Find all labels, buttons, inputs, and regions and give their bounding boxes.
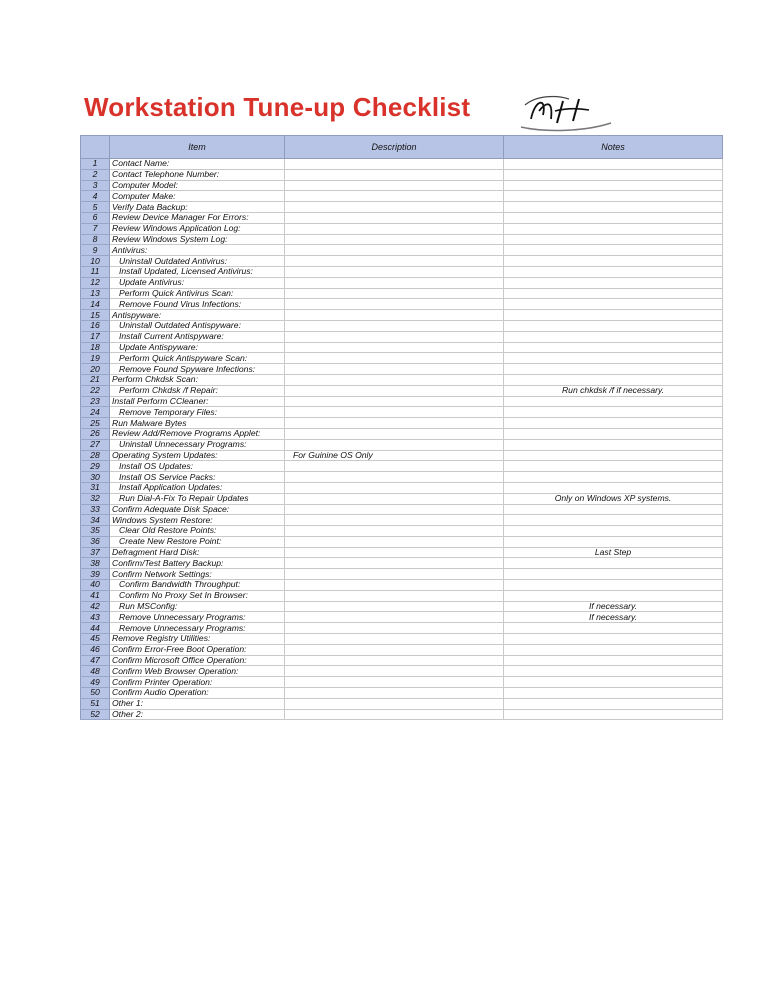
row-notes bbox=[504, 288, 723, 299]
row-number: 46 bbox=[81, 644, 110, 655]
row-notes: Run chkdsk /f if necessary. bbox=[504, 385, 723, 396]
row-description bbox=[285, 601, 504, 612]
row-description: For Guinine OS Only bbox=[285, 450, 504, 461]
row-number: 39 bbox=[81, 569, 110, 580]
row-description bbox=[285, 342, 504, 353]
row-description bbox=[285, 396, 504, 407]
row-notes bbox=[504, 580, 723, 591]
row-description bbox=[285, 299, 504, 310]
row-number: 48 bbox=[81, 666, 110, 677]
row-notes bbox=[504, 396, 723, 407]
row-description bbox=[285, 612, 504, 623]
row-number: 20 bbox=[81, 364, 110, 375]
row-notes bbox=[504, 450, 723, 461]
table-row bbox=[81, 331, 723, 342]
table-row bbox=[81, 288, 723, 299]
row-number: 11 bbox=[81, 266, 110, 277]
row-notes bbox=[504, 677, 723, 688]
row-notes bbox=[504, 169, 723, 180]
row-item: Run MSConfig: bbox=[110, 601, 285, 612]
row-notes bbox=[504, 482, 723, 493]
row-item: Remove Temporary Files: bbox=[110, 407, 285, 418]
row-number: 31 bbox=[81, 482, 110, 493]
row-item: Confirm Audio Operation: bbox=[110, 688, 285, 699]
row-notes bbox=[504, 266, 723, 277]
row-description bbox=[285, 407, 504, 418]
row-item: Remove Found Virus Infections: bbox=[110, 299, 285, 310]
row-number: 47 bbox=[81, 655, 110, 666]
row-number: 41 bbox=[81, 590, 110, 601]
row-description bbox=[285, 526, 504, 537]
row-item: Run Malware Bytes bbox=[110, 418, 285, 429]
table-row bbox=[81, 558, 723, 569]
table-row bbox=[81, 266, 723, 277]
row-number: 24 bbox=[81, 407, 110, 418]
row-item: Computer Make: bbox=[110, 191, 285, 202]
row-notes bbox=[504, 331, 723, 342]
row-item: Remove Unnecessary Programs: bbox=[110, 612, 285, 623]
table-row bbox=[81, 580, 723, 591]
row-item: Uninstall Outdated Antispyware: bbox=[110, 320, 285, 331]
row-description bbox=[285, 245, 504, 256]
row-notes bbox=[504, 310, 723, 321]
column-header-item: Item bbox=[110, 136, 285, 159]
table-row bbox=[81, 536, 723, 547]
row-number: 22 bbox=[81, 385, 110, 396]
table-row bbox=[81, 191, 723, 202]
row-item: Confirm Microsoft Office Operation: bbox=[110, 655, 285, 666]
row-notes bbox=[504, 418, 723, 429]
row-notes: If necessary. bbox=[504, 612, 723, 623]
row-description bbox=[285, 385, 504, 396]
row-notes bbox=[504, 364, 723, 375]
column-header-description: Description bbox=[285, 136, 504, 159]
row-notes bbox=[504, 191, 723, 202]
row-description bbox=[285, 709, 504, 720]
row-number: 38 bbox=[81, 558, 110, 569]
row-notes bbox=[504, 342, 723, 353]
table-row bbox=[81, 180, 723, 191]
table-row bbox=[81, 677, 723, 688]
row-item: Review Device Manager For Errors: bbox=[110, 212, 285, 223]
row-description bbox=[285, 234, 504, 245]
row-number: 30 bbox=[81, 472, 110, 483]
row-item: Perform Quick Antivirus Scan: bbox=[110, 288, 285, 299]
document-title: Workstation Tune-up Checklist bbox=[84, 92, 471, 122]
row-notes bbox=[504, 536, 723, 547]
row-number: 32 bbox=[81, 493, 110, 504]
row-notes bbox=[504, 234, 723, 245]
row-notes bbox=[504, 320, 723, 331]
row-notes bbox=[504, 526, 723, 537]
row-notes bbox=[504, 634, 723, 645]
table-row bbox=[81, 623, 723, 634]
table-row bbox=[81, 353, 723, 364]
row-description bbox=[285, 159, 504, 170]
row-item: Install Application Updates: bbox=[110, 482, 285, 493]
table-row bbox=[81, 644, 723, 655]
row-item: Perform Chkdsk Scan: bbox=[110, 374, 285, 385]
row-number: 26 bbox=[81, 428, 110, 439]
row-notes bbox=[504, 277, 723, 288]
row-description bbox=[285, 202, 504, 213]
row-notes bbox=[504, 655, 723, 666]
row-number: 5 bbox=[81, 202, 110, 213]
row-number: 35 bbox=[81, 526, 110, 537]
row-notes bbox=[504, 428, 723, 439]
table-row bbox=[81, 493, 723, 504]
row-item: Install Perform CCleaner: bbox=[110, 396, 285, 407]
row-number: 44 bbox=[81, 623, 110, 634]
row-number: 15 bbox=[81, 310, 110, 321]
row-number: 49 bbox=[81, 677, 110, 688]
row-description bbox=[285, 472, 504, 483]
table-row bbox=[81, 320, 723, 331]
row-number: 43 bbox=[81, 612, 110, 623]
row-number: 23 bbox=[81, 396, 110, 407]
row-notes bbox=[504, 569, 723, 580]
row-item: Windows System Restore: bbox=[110, 515, 285, 526]
row-number: 19 bbox=[81, 353, 110, 364]
table-row bbox=[81, 590, 723, 601]
row-description bbox=[285, 169, 504, 180]
row-item: Confirm Adequate Disk Space: bbox=[110, 504, 285, 515]
table-row bbox=[81, 223, 723, 234]
row-number: 1 bbox=[81, 159, 110, 170]
row-notes bbox=[504, 223, 723, 234]
row-number: 28 bbox=[81, 450, 110, 461]
row-description bbox=[285, 428, 504, 439]
table-row bbox=[81, 688, 723, 699]
row-item: Other 2: bbox=[110, 709, 285, 720]
row-item: Install OS Service Packs: bbox=[110, 472, 285, 483]
row-number: 51 bbox=[81, 698, 110, 709]
row-notes bbox=[504, 353, 723, 364]
row-item: Remove Unnecessary Programs: bbox=[110, 623, 285, 634]
row-notes: Last Step bbox=[504, 547, 723, 558]
table-row bbox=[81, 364, 723, 375]
row-number: 6 bbox=[81, 212, 110, 223]
row-item: Remove Found Spyware Infections: bbox=[110, 364, 285, 375]
row-number: 37 bbox=[81, 547, 110, 558]
row-item: Install OS Updates: bbox=[110, 461, 285, 472]
row-number: 8 bbox=[81, 234, 110, 245]
row-notes: Only on Windows XP systems. bbox=[504, 493, 723, 504]
table-row bbox=[81, 547, 723, 558]
row-item: Review Windows System Log: bbox=[110, 234, 285, 245]
row-description bbox=[285, 698, 504, 709]
column-header-notes: Notes bbox=[504, 136, 723, 159]
table-row bbox=[81, 698, 723, 709]
row-description bbox=[285, 374, 504, 385]
row-number: 40 bbox=[81, 580, 110, 591]
table-row bbox=[81, 245, 723, 256]
table-row bbox=[81, 407, 723, 418]
row-number: 52 bbox=[81, 709, 110, 720]
row-item: Operating System Updates: bbox=[110, 450, 285, 461]
row-item: Contact Name: bbox=[110, 159, 285, 170]
row-description bbox=[285, 482, 504, 493]
row-description bbox=[285, 439, 504, 450]
table-row bbox=[81, 299, 723, 310]
table-row bbox=[81, 342, 723, 353]
checklist-table bbox=[80, 135, 723, 720]
table-row bbox=[81, 212, 723, 223]
row-notes bbox=[504, 256, 723, 267]
row-notes bbox=[504, 515, 723, 526]
row-item: Review Windows Application Log: bbox=[110, 223, 285, 234]
row-number: 2 bbox=[81, 169, 110, 180]
row-notes bbox=[504, 472, 723, 483]
row-number: 27 bbox=[81, 439, 110, 450]
row-number: 13 bbox=[81, 288, 110, 299]
row-notes bbox=[504, 159, 723, 170]
row-notes bbox=[504, 644, 723, 655]
table-row bbox=[81, 515, 723, 526]
row-description bbox=[285, 547, 504, 558]
row-description bbox=[285, 191, 504, 202]
row-item: Review Add/Remove Programs Applet: bbox=[110, 428, 285, 439]
table-row bbox=[81, 396, 723, 407]
row-number: 9 bbox=[81, 245, 110, 256]
table-row bbox=[81, 418, 723, 429]
table-row bbox=[81, 504, 723, 515]
row-item: Clear Old Restore Points: bbox=[110, 526, 285, 537]
row-description bbox=[285, 277, 504, 288]
row-description bbox=[285, 580, 504, 591]
row-item: Antispyware: bbox=[110, 310, 285, 321]
row-description bbox=[285, 288, 504, 299]
row-description bbox=[285, 569, 504, 580]
table-row bbox=[81, 169, 723, 180]
table-row bbox=[81, 569, 723, 580]
row-notes bbox=[504, 698, 723, 709]
row-notes bbox=[504, 461, 723, 472]
row-description bbox=[285, 666, 504, 677]
row-notes bbox=[504, 439, 723, 450]
row-item: Defragment Hard Disk: bbox=[110, 547, 285, 558]
row-item: Confirm Bandwidth Throughput: bbox=[110, 580, 285, 591]
row-description bbox=[285, 623, 504, 634]
row-notes bbox=[504, 590, 723, 601]
row-description bbox=[285, 353, 504, 364]
row-number: 4 bbox=[81, 191, 110, 202]
row-notes bbox=[504, 666, 723, 677]
row-notes bbox=[504, 407, 723, 418]
table-row bbox=[81, 461, 723, 472]
row-item: Perform Chkdsk /f Repair: bbox=[110, 385, 285, 396]
row-number: 34 bbox=[81, 515, 110, 526]
row-item: Uninstall Outdated Antivirus: bbox=[110, 256, 285, 267]
row-description bbox=[285, 504, 504, 515]
row-description bbox=[285, 677, 504, 688]
table-row bbox=[81, 655, 723, 666]
row-number: 42 bbox=[81, 601, 110, 612]
row-description bbox=[285, 223, 504, 234]
row-item: Confirm/Test Battery Backup: bbox=[110, 558, 285, 569]
mh-signature-logo-icon bbox=[517, 93, 613, 133]
row-description bbox=[285, 266, 504, 277]
row-description bbox=[285, 655, 504, 666]
row-description bbox=[285, 320, 504, 331]
row-number: 33 bbox=[81, 504, 110, 515]
row-number: 10 bbox=[81, 256, 110, 267]
row-item: Install Current Antispyware: bbox=[110, 331, 285, 342]
row-notes bbox=[504, 688, 723, 699]
row-notes bbox=[504, 709, 723, 720]
row-description bbox=[285, 515, 504, 526]
row-number: 29 bbox=[81, 461, 110, 472]
row-item: Update Antivirus: bbox=[110, 277, 285, 288]
row-number: 36 bbox=[81, 536, 110, 547]
table-row bbox=[81, 385, 723, 396]
row-item: Remove Registry Utilities: bbox=[110, 634, 285, 645]
row-item: Confirm No Proxy Set In Browser: bbox=[110, 590, 285, 601]
row-item: Update Antispyware: bbox=[110, 342, 285, 353]
row-item: Confirm Network Settings: bbox=[110, 569, 285, 580]
table-row bbox=[81, 526, 723, 537]
row-item: Perform Quick Antispyware Scan: bbox=[110, 353, 285, 364]
row-description bbox=[285, 590, 504, 601]
row-description bbox=[285, 180, 504, 191]
table-row bbox=[81, 256, 723, 267]
row-notes bbox=[504, 623, 723, 634]
row-description bbox=[285, 493, 504, 504]
table-row bbox=[81, 439, 723, 450]
row-description bbox=[285, 558, 504, 569]
row-item: Confirm Error-Free Boot Operation: bbox=[110, 644, 285, 655]
row-number: 21 bbox=[81, 374, 110, 385]
row-notes bbox=[504, 558, 723, 569]
column-header-number bbox=[81, 136, 110, 159]
row-item: Confirm Printer Operation: bbox=[110, 677, 285, 688]
row-item: Computer Model: bbox=[110, 180, 285, 191]
table-row bbox=[81, 634, 723, 645]
row-number: 17 bbox=[81, 331, 110, 342]
row-notes bbox=[504, 245, 723, 256]
row-description bbox=[285, 461, 504, 472]
row-notes bbox=[504, 212, 723, 223]
row-notes bbox=[504, 202, 723, 213]
table-row bbox=[81, 450, 723, 461]
row-number: 16 bbox=[81, 320, 110, 331]
row-notes bbox=[504, 180, 723, 191]
row-number: 14 bbox=[81, 299, 110, 310]
row-item: Create New Restore Point: bbox=[110, 536, 285, 547]
table-row bbox=[81, 310, 723, 321]
table-row bbox=[81, 277, 723, 288]
row-number: 50 bbox=[81, 688, 110, 699]
row-number: 45 bbox=[81, 634, 110, 645]
row-notes bbox=[504, 504, 723, 515]
row-notes: If necessary. bbox=[504, 601, 723, 612]
row-item: Antivirus: bbox=[110, 245, 285, 256]
table-row bbox=[81, 159, 723, 170]
table-row bbox=[81, 234, 723, 245]
row-description bbox=[285, 536, 504, 547]
row-description bbox=[285, 418, 504, 429]
row-description bbox=[285, 644, 504, 655]
row-item: Run Dial-A-Fix To Repair Updates bbox=[110, 493, 285, 504]
table-row bbox=[81, 482, 723, 493]
row-number: 25 bbox=[81, 418, 110, 429]
row-description bbox=[285, 256, 504, 267]
table-row bbox=[81, 428, 723, 439]
row-item: Install Updated, Licensed Antivirus: bbox=[110, 266, 285, 277]
table-row bbox=[81, 709, 723, 720]
row-description bbox=[285, 364, 504, 375]
row-number: 3 bbox=[81, 180, 110, 191]
table-row bbox=[81, 601, 723, 612]
row-description bbox=[285, 688, 504, 699]
table-row bbox=[81, 374, 723, 385]
table-header-row bbox=[81, 136, 723, 159]
table-row bbox=[81, 472, 723, 483]
row-notes bbox=[504, 299, 723, 310]
row-item: Verify Data Backup: bbox=[110, 202, 285, 213]
row-number: 18 bbox=[81, 342, 110, 353]
row-item: Other 1: bbox=[110, 698, 285, 709]
table-row bbox=[81, 202, 723, 213]
row-item: Confirm Web Browser Operation: bbox=[110, 666, 285, 677]
row-number: 12 bbox=[81, 277, 110, 288]
row-description bbox=[285, 212, 504, 223]
row-description bbox=[285, 310, 504, 321]
row-notes bbox=[504, 374, 723, 385]
row-description bbox=[285, 634, 504, 645]
table-row bbox=[81, 666, 723, 677]
table-row bbox=[81, 612, 723, 623]
row-item: Uninstall Unnecessary Programs: bbox=[110, 439, 285, 450]
row-item: Contact Telephone Number: bbox=[110, 169, 285, 180]
row-description bbox=[285, 331, 504, 342]
row-number: 7 bbox=[81, 223, 110, 234]
